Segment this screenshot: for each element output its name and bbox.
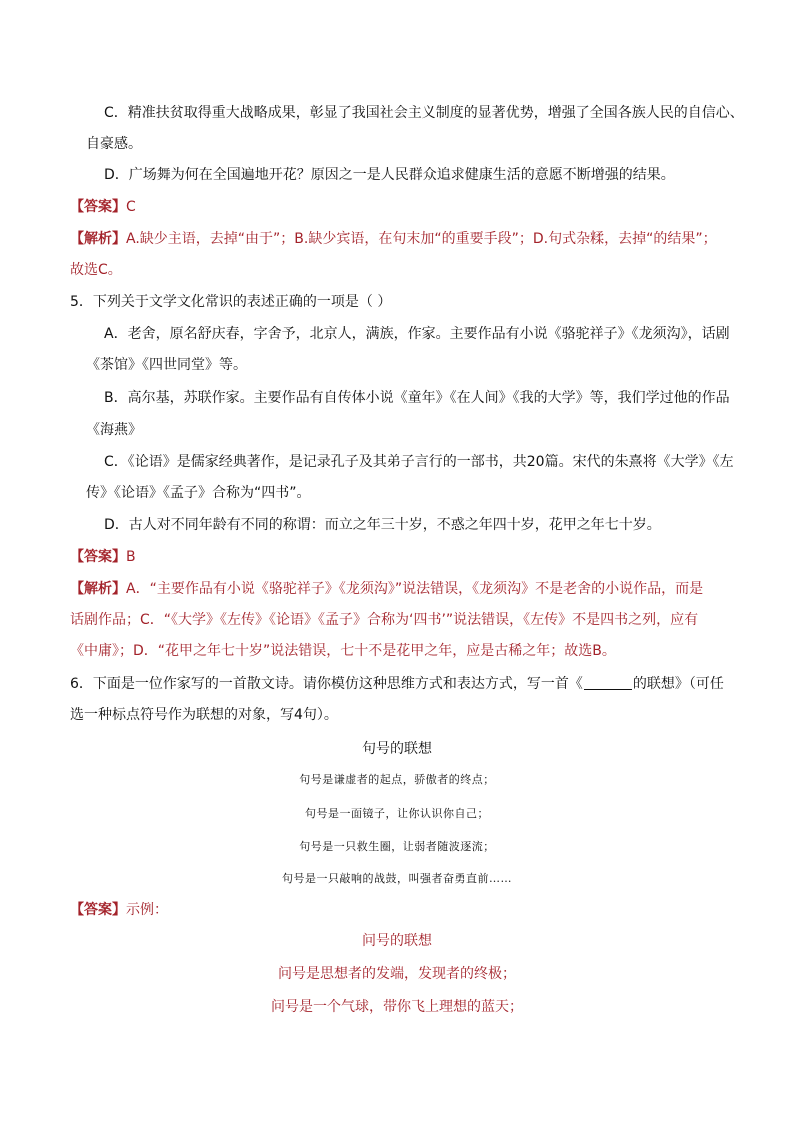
q6-stem-part1: 6．下面是一位作家写的一首散文诗。请你模仿这种思维方式和表达方式，写一首《: [70, 676, 583, 692]
q4-option-d: D．广场舞为何在全国遍地开花？原因之一是人民群众追求健康生活的意愿不断增强的结果。: [104, 167, 675, 183]
q4-option-c-line1: C．精准扶贫取得重大战略成果，彰显了我国社会主义制度的显著优势，增强了全国各族人民的自信心、: [104, 105, 744, 121]
answer-tag: 【答案】: [70, 199, 126, 215]
q5-analysis-line1: [70, 580, 703, 598]
q5-option-c-line2: 传》《论语》《孟子》合称为“四书”。: [86, 485, 311, 501]
answer-tag: 【答案】: [70, 549, 126, 565]
q5-option-c-line1: C．《论语》是儒家经典著作，是记录孔子及其弟子言行的一部书，共20篇。宋代的朱熹将《大学》《左: [104, 454, 734, 470]
answer-value: C: [126, 199, 136, 215]
answer-poem-line: 问号是一个气球，带你飞上理想的蓝天；: [271, 999, 523, 1015]
q5-option-b-line2: 《海燕》: [86, 422, 142, 438]
q5-analysis-line2: 话剧作品；C．“《大学》《左传》《论语》《孟子》合称为‘四书’”说法错误，《左传》不是四书之列，应有: [70, 612, 699, 628]
poem-line: 句号是谦虚者的起点，骄傲者的终点；: [299, 773, 495, 786]
q5-option-b-line1: B．高尔基，苏联作家。主要作品有自传体小说《童年》《在人间》《我的大学》等，我们学过他的作品: [104, 390, 730, 406]
q5-option-d: D．古人对不同年龄有不同的称谓：而立之年三十岁，不惑之年四十岁，花甲之年七十岁。: [104, 517, 661, 533]
fill-blank: [584, 675, 632, 690]
q5-option-a-line1: A．老舍，原名舒庆春，字舍予，北京人，满族，作家。主要作品有小说《骆驼祥子》《龙须沟》，话剧: [104, 326, 730, 342]
q5-stem: 5．下列关于文学文化常识的表述正确的一项是（ ）: [70, 294, 392, 310]
answer-tag: 【答案】: [70, 902, 126, 918]
q4-analysis-line2: 故选C。: [70, 262, 122, 278]
answer-poem-line: 问号是思想者的发端，发现者的终极；: [278, 966, 516, 982]
q5-option-a-line2: 《茶馆》《四世同堂》等。: [86, 357, 247, 373]
q4-analysis-line1: [70, 230, 717, 248]
answer-value: B: [126, 549, 136, 565]
analysis-tag: 【解析】: [70, 581, 126, 597]
q5-answer: [70, 548, 136, 566]
analysis-tag: 【解析】: [70, 231, 126, 247]
analysis-text: A．“主要作品有小说《骆驼祥子》《龙须沟》”说法错误，《龙须沟》不是老舍的小说作品，而是: [126, 581, 704, 597]
poem-line: 句号是一面镜子，让你认识你自己；: [305, 807, 489, 820]
answer-poem-title: 问号的联想: [362, 933, 432, 949]
q4-answer: [70, 198, 136, 216]
poem-line: 句号是一只敲响的战鼓，叫强者奋勇直前……: [282, 872, 512, 885]
poem-line: 句号是一只救生圈，让弱者随波逐流；: [299, 840, 495, 853]
q4-option-c-line2: 自豪感。: [86, 136, 142, 152]
analysis-text: A.缺少主语，去掉“由于”；B.缺少宾语，在句末加“的重要手段”；D.句式杂糅，去掉“的结果”；: [126, 231, 717, 247]
poem-title: 句号的联想: [362, 741, 432, 757]
answer-intro: 示例：: [126, 902, 168, 918]
q6-answer: [70, 901, 168, 919]
q6-stem-line1: [70, 675, 724, 693]
q5-analysis-line3: 《中庸》；D．“花甲之年七十岁”说法错误，七十不是花甲之年，应是古稀之年；故选B。: [70, 643, 616, 659]
q6-stem-line2: 选一种标点符号作为联想的对象，写4句）。: [70, 707, 338, 723]
q6-stem-part2: 的联想》（可任: [632, 676, 724, 692]
